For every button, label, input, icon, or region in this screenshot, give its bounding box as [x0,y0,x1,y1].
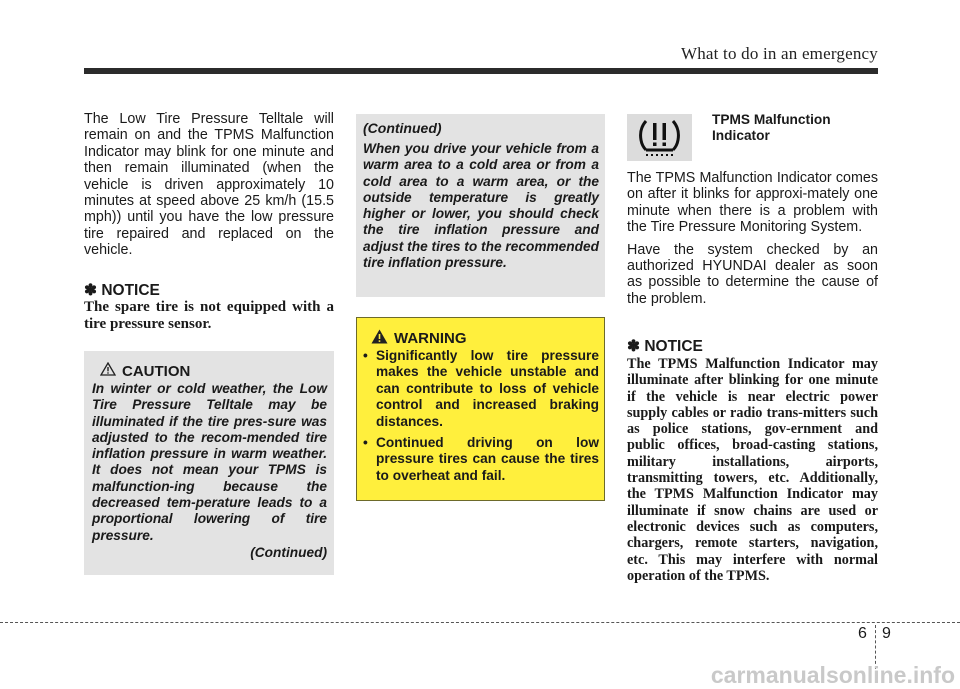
continued-label: (Continued) [363,120,442,136]
bullet: • [363,435,368,451]
notice-symbol-icon: ✽ [84,282,97,299]
tpms-title: TPMS Malfunction Indicator [712,112,831,143]
footer-divider [0,622,960,623]
watermark: carmanualsonline.info [710,662,955,688]
warning-list [363,348,599,489]
warning-heading [371,329,467,348]
notice-heading-label: NOTICE [101,282,160,299]
warning-triangle-icon [371,329,388,348]
caution-heading-label: CAUTION [122,362,191,380]
notice-body: The spare tire is not equipped with a tire pressure sensor. [84,299,334,332]
header-rule [84,68,878,74]
caution-triangle-icon [100,362,116,380]
notice-symbol-icon: ✽ [627,338,640,355]
notice-heading-label: NOTICE [644,338,703,355]
warning-heading-label: WARNING [394,330,467,347]
notice-heading [84,281,160,300]
warning-item [363,435,599,484]
intro-paragraph [84,111,334,259]
intro-text: The Low Tire Pressure Telltale will remain on and the TPMS Malfunction Indicator may blink for one minute and then remain illuminated (when the vehicle is driven approximately 10 minutes at speed above 25 km/h (15.5 mph)) until you have the low pressure tire repaired and replaced on the vehicle. [84,111,334,259]
notice-heading [627,337,703,356]
section-title: What to do in an emergency [680,44,878,63]
warning-item-text: Continued driving on low pressure tires can cause the tires to overheat and fail. [376,435,599,483]
chapter-number: 6 [858,625,867,642]
notice-body: The TPMS Malfunction Indicator may illuminate after blinking for one minute if the vehicle is near electric power supply cables or radio trans-mitters such as police stations, gov-ernment and public offices, broad-casting stations, military installations, airports, transmitting towers, etc. Additionally, the TPMS Malfunction Indicator may illuminate if snow chains are used or electronic devices such as computers, chargers, remote starters, navigation, etc. This may interfere with normal operation of the TPMS. [627,356,878,584]
warning-item-text: Significantly low tire pressure makes the vehicle unstable and can contribute to loss of vehicle control and increased braking distances. [376,348,599,429]
continued-text: When you drive your vehicle from a warm area to a cold area or from a cold area to a warm area, or the outside temperature is greatly higher or lower, you should check the tire inflation pressure and adjust the tires to the recommended tire inflation pressure. [363,141,599,271]
caution-continued: (Continued) [250,545,327,560]
page-number: 9 [882,625,891,642]
tpms-malfunction-icon [627,114,692,161]
tpms-description [627,170,878,313]
paragraph: The TPMS Malfunction Indicator comes on after it blinks for approxi-mately one minute when there is a problem with the Tire Pressure Monitoring System. [627,170,878,236]
warning-item [363,348,599,430]
bullet: • [363,348,368,363]
paragraph: Have the system checked by an authorized HYUNDAI dealer as soon as possible to determine the cause of the problem. [627,241,878,307]
caution-text: In winter or cold weather, the Low Tire Pressure Telltale may be illuminated if the tire pres-sure was adjusted to the recom-mended tire inflation pressure in warm weather. It does not mean your TPMS is malfunction-ing because the decreased tem-perature leads to a proportional lowering of tire pressure. [92,381,327,543]
caution-heading [100,362,190,380]
